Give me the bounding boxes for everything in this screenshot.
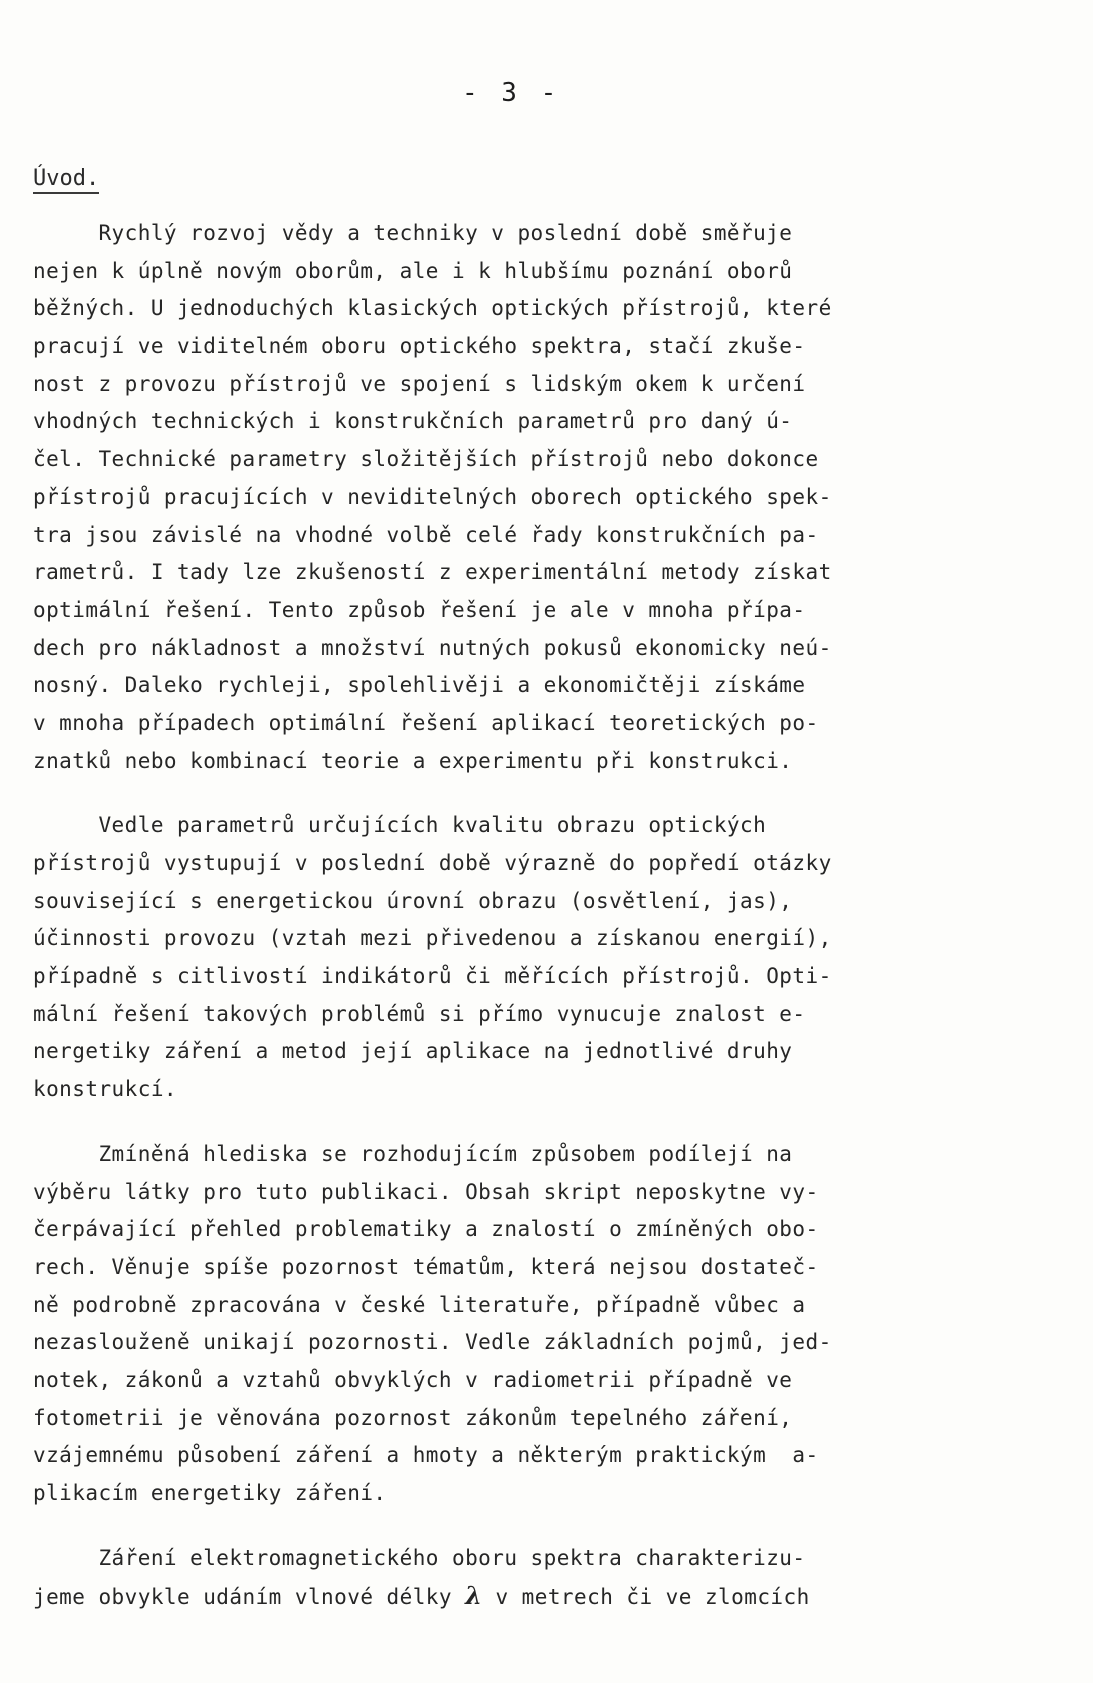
- body-text: [33, 215, 1043, 1615]
- text-line: pracují ve viditelném oboru optického spektra, stačí zkuše-: [33, 334, 806, 359]
- text-line: nergetiky záření a metod její aplikace na jednotlivé druhy: [33, 1039, 793, 1064]
- text-fragment: v metrech či ve zlomcích: [482, 1585, 810, 1610]
- lambda-symbol: λ: [465, 1581, 483, 1611]
- text-line: výběru látky pro tuto publikaci. Obsah skript neposkytne vy-: [33, 1179, 819, 1204]
- text-line: přístrojů pracujících v neviditelných oborech optického spek-: [33, 484, 832, 509]
- text-line: fotometrii je věnována pozornost zákonům tepelného záření,: [33, 1405, 793, 1430]
- text-line: Vedle parametrů určujících kvalitu obrazu optických: [33, 813, 767, 838]
- text-line: Rychlý rozvoj vědy a techniky v poslední době směřuje: [33, 221, 793, 245]
- text-fragment: jeme obvykle udáním vlnové délky: [33, 1585, 466, 1610]
- text-line: účinnosti provozu (vztah mezi přivedenou a získanou energií),: [33, 926, 832, 951]
- paragraph-3: [33, 1136, 1043, 1513]
- section-heading: Úvod.: [33, 166, 99, 194]
- text-line: plikacím energetiky záření.: [33, 1481, 387, 1505]
- text-line: v mnoha případech optimální řešení aplikací teoretických po-: [33, 710, 819, 735]
- paragraph-4: [33, 1540, 1043, 1615]
- paragraph-1: [33, 215, 1043, 780]
- text-line-with-symbol: [33, 1577, 1043, 1615]
- paragraph-2: [33, 807, 1043, 1109]
- text-line: nosný. Daleko rychleji, spolehlivěji a ekonomičtěji získáme: [33, 673, 806, 698]
- text-line: konstrukcí.: [33, 1077, 178, 1102]
- text-line: Zmíněná hlediska se rozhodujícím způsobem podílejí na: [33, 1141, 793, 1166]
- text-line: Záření elektromagnetického oboru spektra charakterizu-: [33, 1545, 806, 1570]
- text-line: nejen k úplně novým oborům, ale i k hlubšímu poznání oborů: [33, 258, 793, 283]
- text-line: rametrů. I tady lze zkušeností z experimentální metody získat: [33, 560, 832, 585]
- text-line: znatků nebo kombinací teorie a experimentu při konstrukci.: [33, 748, 793, 773]
- text-line: vhodných technických i konstrukčních parametrů pro daný ú-: [33, 409, 793, 434]
- text-line: případně s citlivostí indikátorů či měřících přístrojů. Opti-: [33, 964, 832, 989]
- text-line: nost z provozu přístrojů ve spojení s lidským okem k určení: [33, 371, 806, 396]
- text-line: tra jsou závislé na vhodné volbě celé řady konstrukčních pa-: [33, 522, 819, 547]
- text-line: optimální řešení. Tento způsob řešení je ale v mnoha přípa-: [33, 597, 806, 622]
- text-line: čel. Technické parametry složitějších přístrojů nebo dokonce: [33, 447, 819, 472]
- text-line: ně podrobně zpracována v české literatuře, případně vůbec a: [33, 1292, 806, 1317]
- text-line: dech pro nákladnost a množství nutných pokusů ekonomicky neú-: [33, 635, 832, 660]
- text-line: mální řešení takových problémů si přímo vynucuje znalost e-: [33, 1001, 806, 1026]
- text-line: související s energetickou úrovní obrazu (osvětlení, jas),: [33, 888, 793, 913]
- text-line: vzájemnému působení záření a hmoty a některým praktickým a-: [33, 1443, 819, 1468]
- text-line: běžných. U jednoduchých klasických optických přístrojů, které: [33, 296, 832, 321]
- text-line: rech. Věnuje spíše pozornost tématům, která nejsou dostateč-: [33, 1254, 819, 1279]
- text-line: čerpávající přehled problematiky a znalostí o zmíněných obo-: [33, 1217, 819, 1242]
- text-line: notek, zákonů a vztahů obvyklých v radiometrii případně ve: [33, 1367, 793, 1392]
- page-number: - 3 -: [462, 78, 561, 108]
- text-line: přístrojů vystupují v poslední době výrazně do popředí otázky: [33, 851, 832, 875]
- text-line: nezaslouženě unikají pozornosti. Vedle základních pojmů, jed-: [33, 1330, 832, 1355]
